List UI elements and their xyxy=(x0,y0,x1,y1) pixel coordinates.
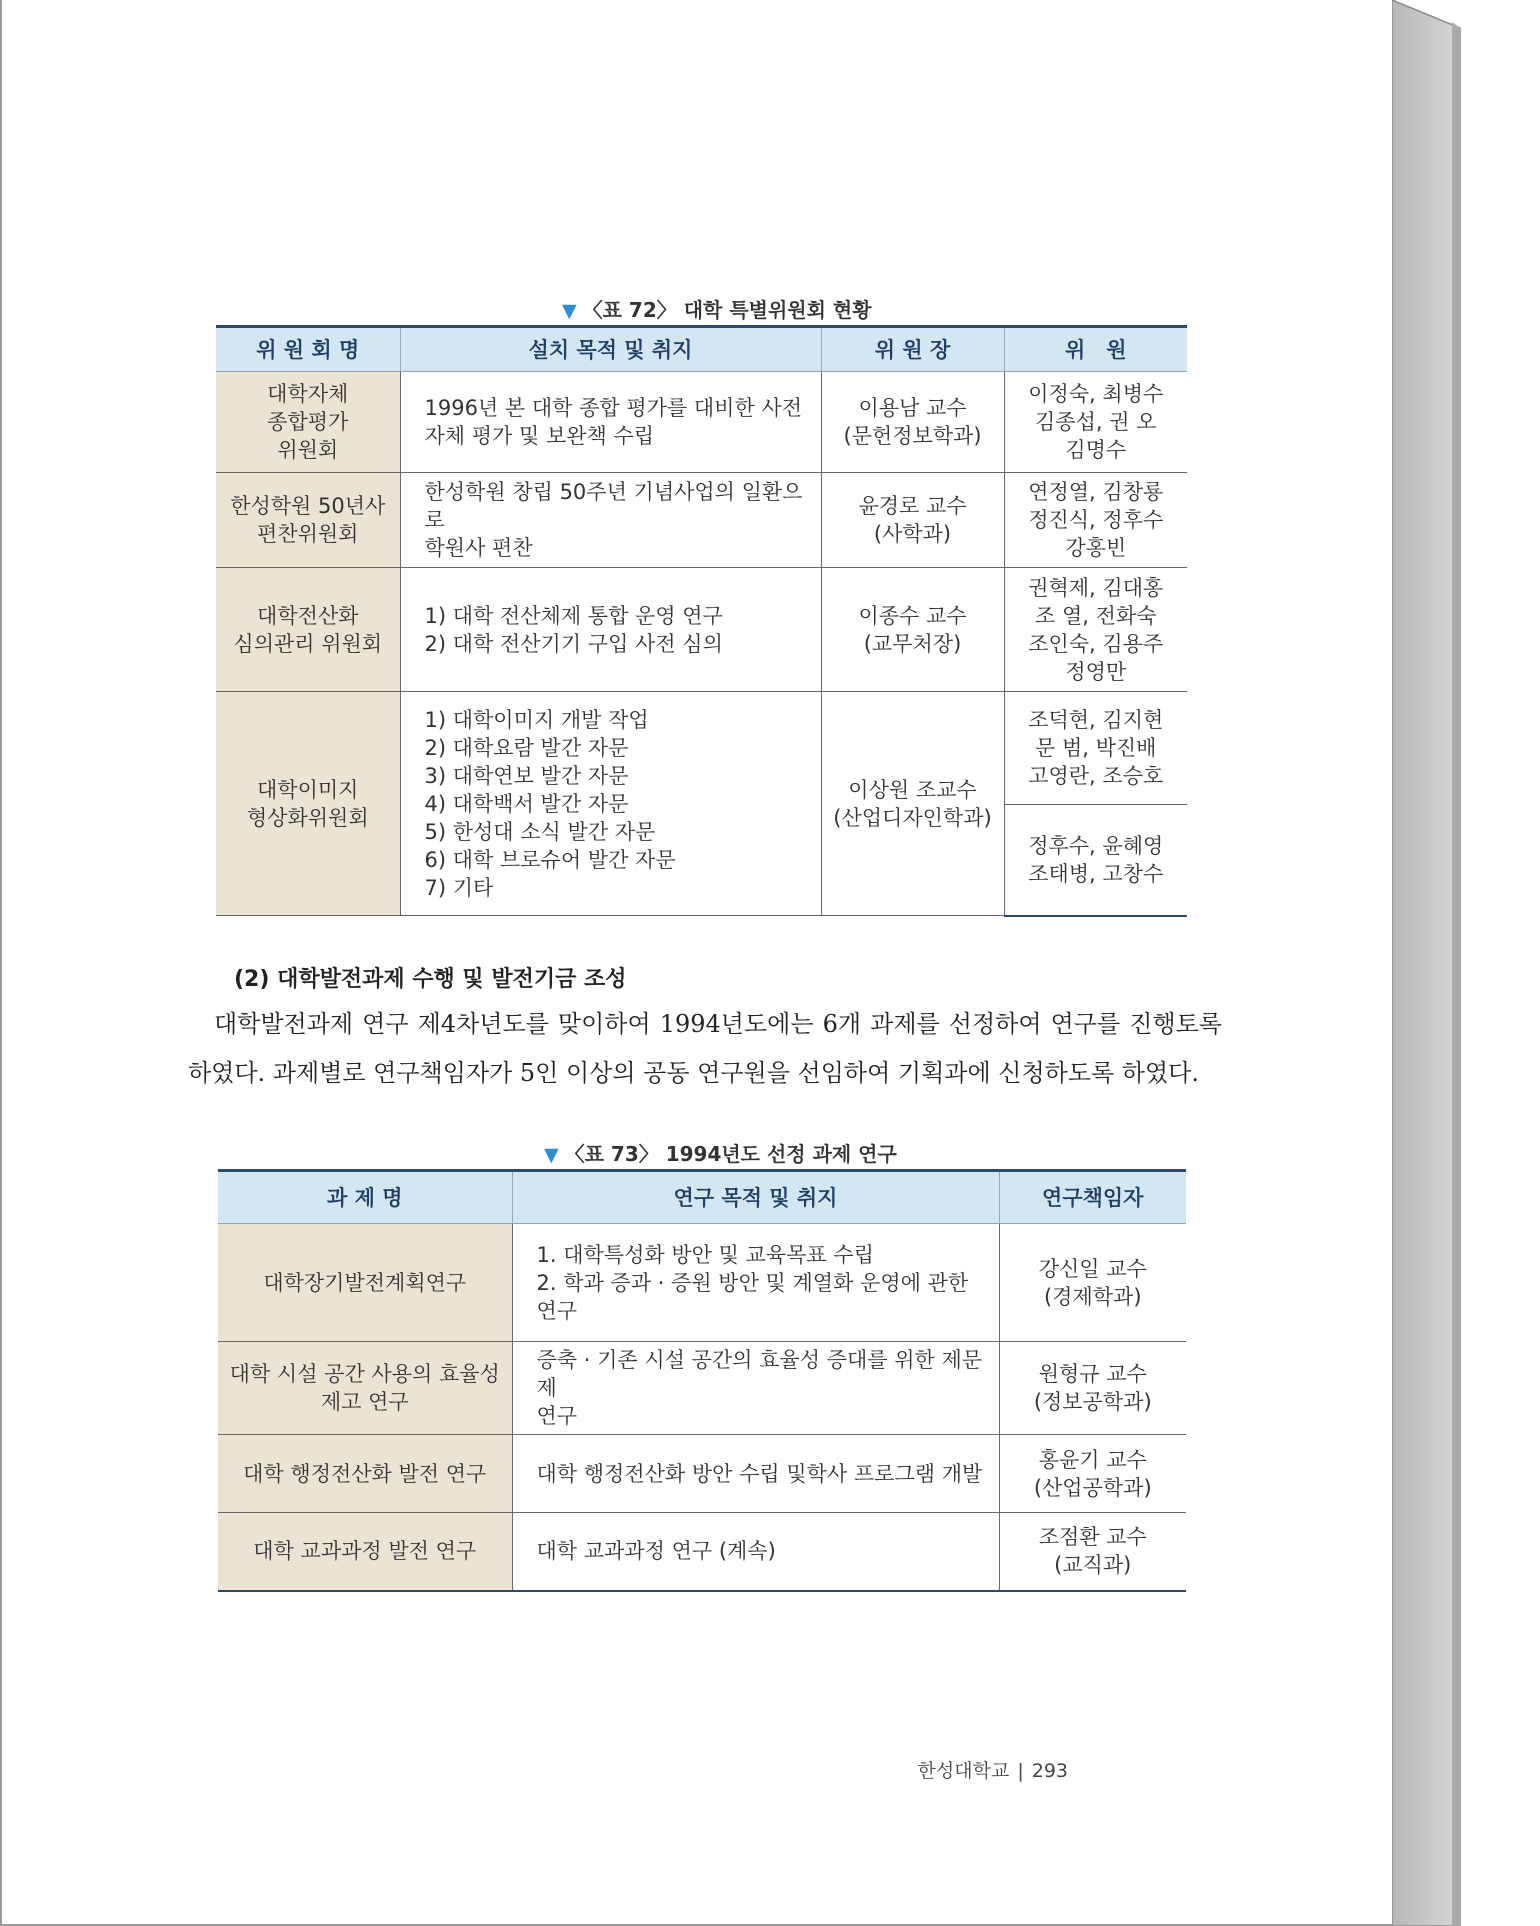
project-purpose: 1. 대학특성화 방안 및 교육목표 수립 2. 학과 증과 · 증원 방안 및 계열화 운영에 관한 연구 xyxy=(512,1224,999,1342)
project-lead: 원형규 교수 (정보공학과) xyxy=(999,1342,1186,1435)
committee-members: 연정열, 김창룡 정진식, 정후수 강홍빈 xyxy=(1004,473,1187,568)
committee-name: 대학자체 종합평가 위원회 xyxy=(216,372,400,473)
committee-chair: 윤경로 교수 (사학과) xyxy=(821,473,1004,568)
committee-chair: 이상원 조교수 (산업디자인학과) xyxy=(821,692,1004,916)
table-row xyxy=(218,1224,1186,1342)
column-header: 위 원 xyxy=(1004,327,1187,372)
committee-members: 조덕현, 김지현 문 범, 박진배 고영란, 조승호 xyxy=(1004,692,1187,805)
project-purpose: 증축 · 기존 시설 공간의 효율성 증대를 위한 제문제 연구 xyxy=(512,1342,999,1435)
committee-chair: 이용남 교수 (문헌정보학과) xyxy=(821,372,1004,473)
table-row xyxy=(218,1435,1186,1513)
triangle-marker-icon: ▼ xyxy=(562,300,577,322)
column-header: 과 제 명 xyxy=(218,1171,512,1224)
table-row xyxy=(216,692,1187,805)
committee-purpose: 1) 대학 전산체제 통합 운영 연구 2) 대학 전산기기 구입 사전 심의 xyxy=(400,568,821,692)
committee-members: 권혁제, 김대홍 조 열, 전화숙 조인숙, 김용주 정영만 xyxy=(1004,568,1187,692)
page-number: 293 xyxy=(1031,1760,1068,1782)
table72-caption: ▼ 〈표 72〉 대학 특별위원회 현황 xyxy=(562,298,872,322)
table72 xyxy=(216,325,1187,917)
project-purpose: 대학 행정전산화 방안 수립 및학사 프로그램 개발 xyxy=(512,1435,999,1513)
committee-name: 대학전산화 심의관리 위원회 xyxy=(216,568,400,692)
committee-purpose: 1) 대학이미지 개발 작업 2) 대학요람 발간 자문 3) 대학연보 발간 자문 4) 대학백서 발간 자문 5) 한성대 소식 발간 자문 6) 대학 브로슈어 발간 자문 7) 기타 xyxy=(400,692,821,916)
committee-purpose: 한성학원 창립 50주년 기념사업의 일환으로 학원사 편찬 xyxy=(400,473,821,568)
committee-members: 이정숙, 최병수 김종섭, 권 오 김명수 xyxy=(1004,372,1187,473)
table-row xyxy=(216,568,1187,692)
project-lead: 홍윤기 교수 (산업공학과) xyxy=(999,1435,1186,1513)
column-header: 연구책임자 xyxy=(999,1171,1186,1224)
triangle-marker-icon: ▼ xyxy=(544,1144,559,1166)
table-row xyxy=(216,372,1187,473)
column-header: 연구 목적 및 취지 xyxy=(512,1171,999,1224)
committee-name: 대학이미지 형상화위원회 xyxy=(216,692,400,916)
project-name: 대학 행정전산화 발전 연구 xyxy=(218,1435,512,1513)
footer-separator: | xyxy=(1017,1760,1024,1782)
project-name: 대학장기발전계획연구 xyxy=(218,1224,512,1342)
table-header-row xyxy=(218,1171,1186,1224)
table-row xyxy=(216,473,1187,568)
section-subheading: (2) 대학발전과제 수행 및 발전기금 조성 xyxy=(234,967,627,992)
committee-purpose: 1996년 본 대학 종합 평가를 대비한 사전 자체 평가 및 보완책 수립 xyxy=(400,372,821,473)
page-stack-edge xyxy=(1392,0,1540,1926)
body-paragraph: 대학발전과제 연구 제4차년도를 맞이하여 1994년도에는 6개 과제를 선정하여 연구를 진행토록 하였다. 과제별로 연구책임자가 5인 이상의 공동 연구원을 선임하여 기획과에 신청하도록 하였다. xyxy=(188,1010,1222,1087)
table-row xyxy=(218,1342,1186,1435)
project-name: 대학 교과과정 발전 연구 xyxy=(218,1513,512,1591)
project-lead: 조점환 교수 (교직과) xyxy=(999,1513,1186,1591)
project-purpose: 대학 교과과정 연구 (계속) xyxy=(512,1513,999,1591)
page-footer xyxy=(918,1756,1068,1783)
table-row xyxy=(218,1513,1186,1591)
committee-members-extra: 정후수, 윤혜영 조태병, 고창수 xyxy=(1004,805,1187,916)
table73 xyxy=(218,1169,1186,1592)
project-name: 대학 시설 공간 사용의 효율성 제고 연구 xyxy=(218,1342,512,1435)
committee-name: 한성학원 50년사 편찬위원회 xyxy=(216,473,400,568)
project-lead: 강신일 교수 (경제학과) xyxy=(999,1224,1186,1342)
column-header: 위 원 회 명 xyxy=(216,327,400,372)
column-header: 위 원 장 xyxy=(821,327,1004,372)
footer-school-name: 한성대학교 xyxy=(917,1760,1010,1782)
table73-caption: ▼ 〈표 73〉 1994년도 선정 과제 연구 xyxy=(544,1142,897,1166)
column-header: 설치 목적 및 취지 xyxy=(400,327,821,372)
committee-chair: 이종수 교수 (교무처장) xyxy=(821,568,1004,692)
table-header-row xyxy=(216,327,1187,372)
